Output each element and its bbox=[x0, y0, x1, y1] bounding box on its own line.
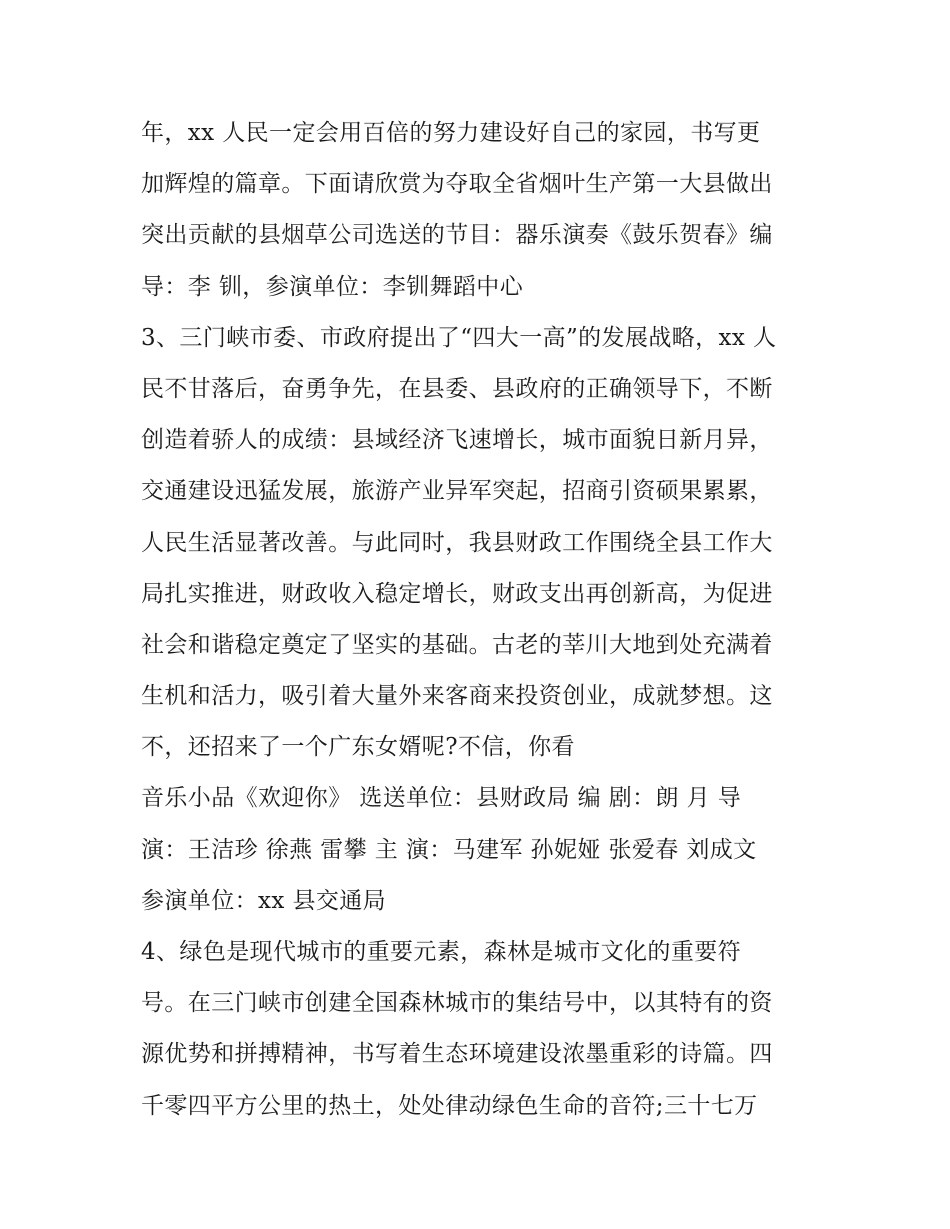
text-line: 交通建设迅猛发展，旅游产业异军突起，招商引资硕果累累， bbox=[141, 478, 773, 505]
text-line: 加辉煌的篇章。下面请欣赏为夺取全省烟叶生产第一大县做出 bbox=[141, 171, 773, 198]
text-line: 年，xx 人民一定会用百倍的努力建设好自己的家园，书写更 bbox=[141, 120, 761, 146]
text-line: 4、绿色是现代城市的重要元素，森林是城市文化的重要符 bbox=[141, 939, 742, 965]
text-line: 生机和活力，吸引着大量外来客商来投资创业，成就梦想。这 bbox=[141, 683, 773, 710]
text-line: 局扎实推进，财政收入稳定增长，财政支出再创新高，为促进 bbox=[141, 580, 773, 607]
text-line: 参演单位：xx 县交通局 bbox=[141, 887, 387, 914]
text-line: 音乐小品《欢迎你》 选送单位：县财政局 编 剧：朗 月 导 bbox=[141, 785, 742, 812]
text-line: 民不甘落后，奋勇争先，在县委、县政府的正确领导下，不断 bbox=[141, 375, 773, 402]
text-line: 创造着骄人的成绩：县域经济飞速增长，城市面貌日新月异， bbox=[141, 427, 773, 454]
text-line: 源优势和拼搏精神，书写着生态环境建设浓墨重彩的诗篇。四 bbox=[141, 1041, 773, 1068]
text-line: 演：王洁珍 徐燕 雷攀 主 演：马建军 孙妮娅 张爱春 刘成文 bbox=[141, 836, 757, 863]
text-line: 人民生活显著改善。与此同时，我县财政工作围绕全县工作大 bbox=[141, 529, 773, 556]
text-line: 不，还招来了一个广东女婿呢?不信，你看 bbox=[141, 734, 575, 761]
text-line: 突出贡献的县烟草公司选送的节目：器乐演奏《鼓乐贺春》编 bbox=[141, 222, 773, 249]
document-body bbox=[141, 108, 821, 1132]
text-line: 号。在三门峡市创建全国森林城市的集结号中，以其特有的资 bbox=[141, 990, 773, 1017]
text-line: 千零四平方公里的热土，处处律动绿色生命的音符;三十七万 bbox=[141, 1092, 758, 1119]
text-line: 3、三门峡市委、市政府提出了“四大一高”的发展战略，xx 人 bbox=[141, 324, 777, 351]
text-line: 导：李 钏，参演单位：李钏舞蹈中心 bbox=[141, 273, 524, 300]
text-line: 社会和谐稳定奠定了坚实的基础。古老的莘川大地到处充满着 bbox=[141, 631, 773, 658]
